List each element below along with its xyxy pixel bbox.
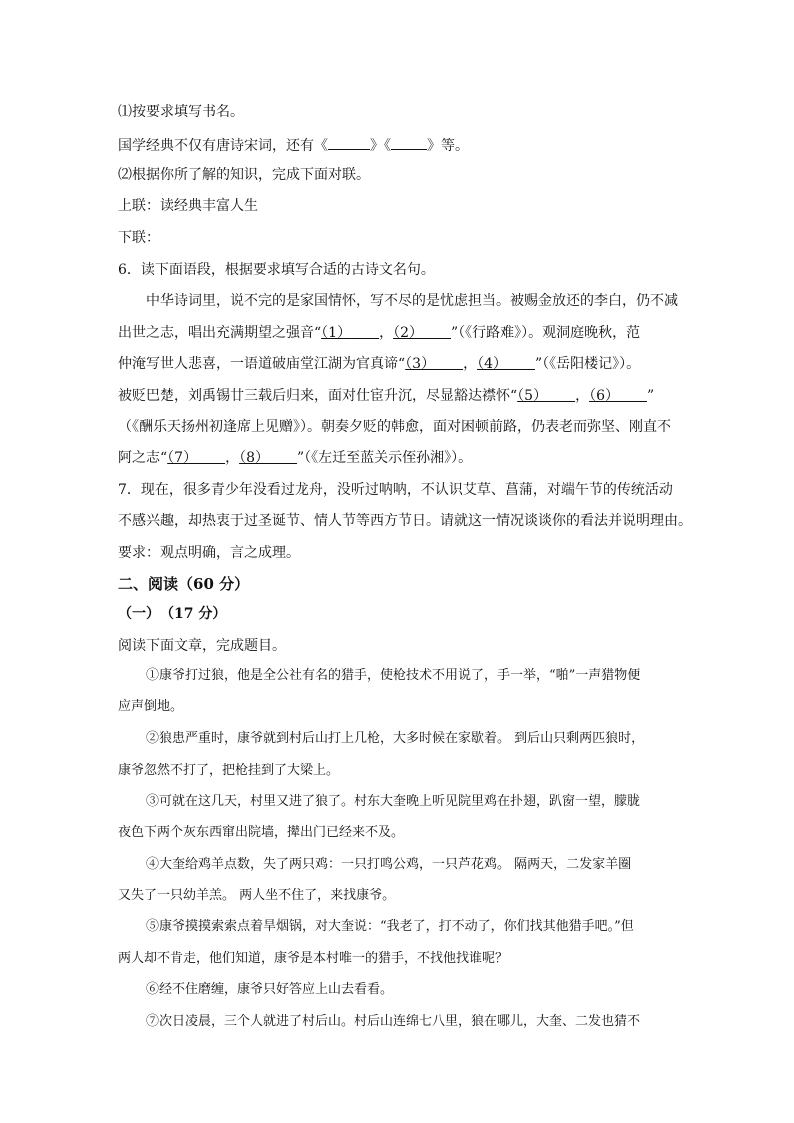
answer-blank-5[interactable]: （5） <box>517 388 548 404</box>
text-line: 阿之志“（7） ，（8） ”（《左迁至蓝关示侄孙湘》）。 <box>118 450 473 466</box>
text-line: 出世之志，唱出充满期望之强音“（1） ，（2） ”（《行路难》）。观洞庭晚秋，范 <box>118 325 641 341</box>
text-line: 中华诗词里，说不完的是家国情怀，写不尽的是忧虑担当。被赐金放还的李白，仍不减 <box>146 293 678 309</box>
passage-line: 应声倒地。 <box>118 699 184 714</box>
passage-paragraph: ⑦次日凌晨，三个人就进了村后山。村后山连绵七八里，狼在哪儿，大奎、二发也猜不 <box>146 1014 641 1029</box>
text-line: 上联：读经典丰富人生 <box>118 198 258 214</box>
text-line: 要求：观点明确，言之成理。 <box>118 545 300 561</box>
passage-paragraph: ①康爷打过狼，他是全公社有名的猎手，使枪技术不用说了，手一举，“啪”一声猎物便 <box>146 668 641 683</box>
passage-paragraph: ④大奎给鸡羊点数，失了两只鸡：一只打鸣公鸡，一只芦花鸡。 隔两天，二发家羊圈 <box>146 857 632 872</box>
text-line: 阅读下面文章，完成题目。 <box>118 638 286 654</box>
passage-paragraph: ⑤康爷摸摸索索点着旱烟锅，对大奎说：“我老了，打不动了，你们找其他猎手吧。”但 <box>146 919 634 934</box>
text-line: 仲淹写世人悲喜，一语道破庙堂江湖为官真谛“（3） ，（4） ”（《岳阳楼记》）。 <box>118 356 641 372</box>
passage-line: 夜色下两个灰东西窜出院墙，撵出门已经来不及。 <box>118 825 405 840</box>
answer-blank-3[interactable]: （3） <box>405 356 436 372</box>
answer-blank[interactable] <box>391 136 427 150</box>
text-line: 被贬巴楚，刘禹锡廿三载后归来，面对仕宦升沉，尽显豁达襟怀“（5） ，（6） ” <box>118 388 655 404</box>
answer-blank[interactable] <box>328 136 370 150</box>
subsection-heading: （一） （17 分） <box>118 606 227 622</box>
answer-blank-4[interactable]: （4） <box>477 356 507 372</box>
answer-blank-7[interactable]: （7） <box>167 450 198 466</box>
text-line: ⑵根据你所了解的知识，完成下面对联。 <box>118 167 370 183</box>
question-6: 6．读下面语段，根据要求填写合适的古诗文名句。 <box>118 262 435 278</box>
passage-line: 康爷忽然不打了，把枪挂到了大梁上。 <box>118 763 340 778</box>
answer-blank-1[interactable]: （1） <box>321 325 352 341</box>
question-7: 7．现在，很多青少年没看过龙舟，没听过呐呐，不认识艾草、菖蒲，对端午节的传统活动 <box>118 482 673 498</box>
passage-line: 两人却不肯走，他们知道，康爷是本村唯一的猎手，不找他找谁呢？ <box>118 951 509 966</box>
passage-paragraph: ⑥经不住磨缠，康爷只好答应上山去看看。 <box>146 982 394 997</box>
passage-paragraph: ③可就在这几天，村里又进了狼了。村东大奎晚上听见院里鸡在扑翅，趴窗一望，朦胧 <box>146 794 641 809</box>
answer-blank-2[interactable]: （2） <box>393 325 424 341</box>
text-line: 不感兴趣，却热衷于过圣诞节、情人节等西方节日。请就这一情况谈谈你的看法并说明理由。 <box>118 513 692 529</box>
text-line: ⑴按要求填写书名。 <box>118 104 244 120</box>
passage-paragraph: ②狼患严重时，康爷就到村后山打上几枪，大多时候在家歇着。 到后山只剩两匹狼时， <box>146 731 645 746</box>
text-line: 下联： <box>118 230 160 246</box>
section-heading: 二、阅读（60 分） <box>118 575 250 593</box>
answer-blank-8[interactable]: （8） <box>239 450 270 466</box>
answer-blank-6[interactable]: （6） <box>589 388 619 404</box>
passage-line: 又失了一只幼羊羔。 两人坐不住了，来找康爷。 <box>118 888 396 903</box>
text-line: 国学经典不仅有唐诗宋词，还有《 》《 》等。 <box>118 138 469 154</box>
text-line: （《酬乐天扬州初逢席上见赠》）。朝奏夕贬的韩愈，面对困顿前路，仍表老而弥坚、刚直不 <box>118 419 671 435</box>
